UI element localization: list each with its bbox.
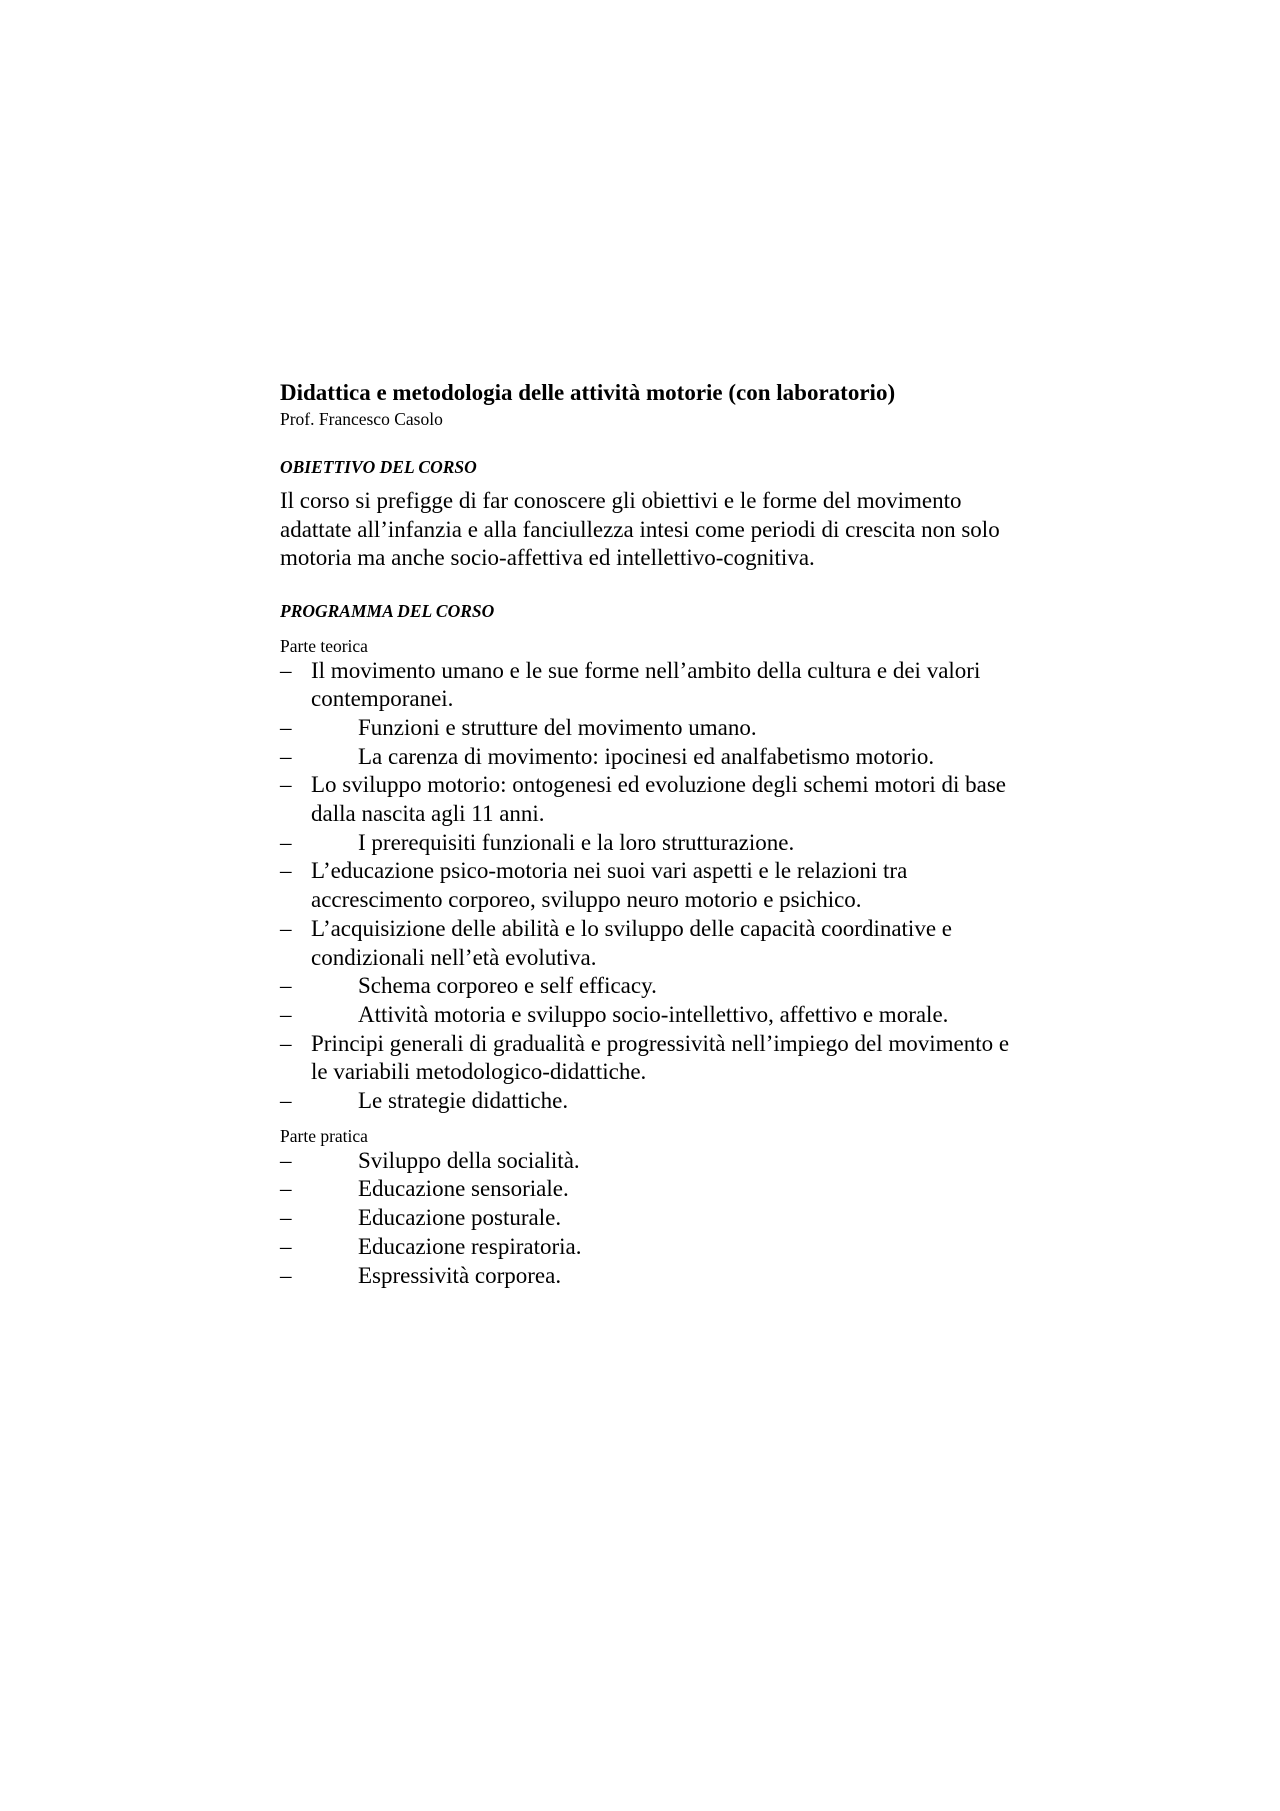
bullet-dash: – [280, 1147, 292, 1173]
list-item-text: Attività motoria e sviluppo socio-intellettivo, affettivo e morale. [358, 1001, 949, 1027]
list-item [280, 1175, 1020, 1204]
bullet-dash: – [280, 1262, 292, 1288]
bullet-dash: – [280, 1088, 292, 1114]
list-item [280, 771, 1020, 828]
list-item-text: Schema corporeo e self efficacy. [358, 973, 657, 999]
practice-label: Parte pratica [280, 1125, 368, 1146]
list-item-text: I prerequisiti funzionali e la loro strutturazione. [358, 829, 795, 855]
list-item-text: Educazione posturale. [358, 1205, 562, 1231]
list-item [280, 857, 1020, 914]
program-heading: PROGRAMMA DEL CORSO [280, 600, 495, 621]
list-item-text: Principi generali di gradualità e progressività nell’impiego del movimento e le variabili metodologico-didattiche. [311, 1030, 1010, 1085]
list-item [280, 1030, 1020, 1087]
objective-text: Il corso si prefigge di far conoscere gli obiettivi e le forme del movimento adattate all’infanzia e alla fanciullezza intesi come periodi di crescita non solo motoria ma anche socio-affettiva ed intellettivo-cognitiva. [280, 488, 1000, 570]
list-item-text: Sviluppo della socialità. [358, 1147, 580, 1173]
bullet-dash: – [280, 657, 292, 683]
list-item [280, 1233, 1020, 1262]
bullet-dash: – [280, 1176, 292, 1202]
list-item-text: La carenza di movimento: ipocinesi ed analfabetismo motorio. [358, 743, 935, 769]
objective-heading: OBIETTIVO DEL CORSO [280, 457, 477, 477]
bullet-dash: – [280, 829, 292, 855]
document-page [280, 378, 1020, 1290]
list-item [280, 1087, 1020, 1116]
professor-name: Prof. Francesco Casolo [280, 409, 443, 429]
bullet-dash: – [280, 772, 292, 798]
bullet-dash: – [280, 858, 292, 884]
practice-list [280, 1147, 1020, 1291]
list-item [280, 1204, 1020, 1233]
list-item-text: Funzioni e strutture del movimento umano. [358, 714, 757, 740]
list-item [280, 829, 1020, 858]
list-item [280, 743, 1020, 772]
list-item-text: Educazione respiratoria. [358, 1233, 582, 1259]
list-item [280, 714, 1020, 743]
bullet-dash: – [280, 1233, 292, 1259]
bullet-dash: – [280, 714, 292, 740]
bullet-dash: – [280, 1001, 292, 1027]
theory-list [280, 657, 1020, 1116]
list-item-text: Educazione sensoriale. [358, 1176, 569, 1202]
list-item [280, 915, 1020, 972]
bullet-dash: – [280, 743, 292, 769]
list-item-text: Le strategie didattiche. [358, 1088, 569, 1114]
bullet-dash: – [280, 915, 292, 941]
course-title: Didattica e metodologia delle attività motorie (con laboratorio) [280, 380, 896, 405]
bullet-dash: – [280, 1030, 292, 1056]
bullet-dash: – [280, 973, 292, 999]
list-item-text: Il movimento umano e le sue forme nell’ambito della cultura e dei valori contemporanei. [311, 657, 981, 712]
list-item [280, 972, 1020, 1001]
list-item [280, 657, 1020, 714]
theory-label: Parte teorica [280, 635, 368, 656]
list-item [280, 1147, 1020, 1176]
list-item-text: L’educazione psico-motoria nei suoi vari aspetti e le relazioni tra accrescimento corporeo, sviluppo neuro motorio e psichico. [311, 858, 908, 913]
list-item-text: Espressività corporea. [358, 1262, 562, 1288]
list-item-text: L’acquisizione delle abilità e lo sviluppo delle capacità coordinative e condizionali nell’età evolutiva. [311, 915, 952, 970]
bullet-dash: – [280, 1205, 292, 1231]
list-item [280, 1001, 1020, 1030]
list-item [280, 1262, 1020, 1291]
list-item-text: Lo sviluppo motorio: ontogenesi ed evoluzione degli schemi motori di base dalla nascita agli 11 anni. [311, 772, 1006, 827]
